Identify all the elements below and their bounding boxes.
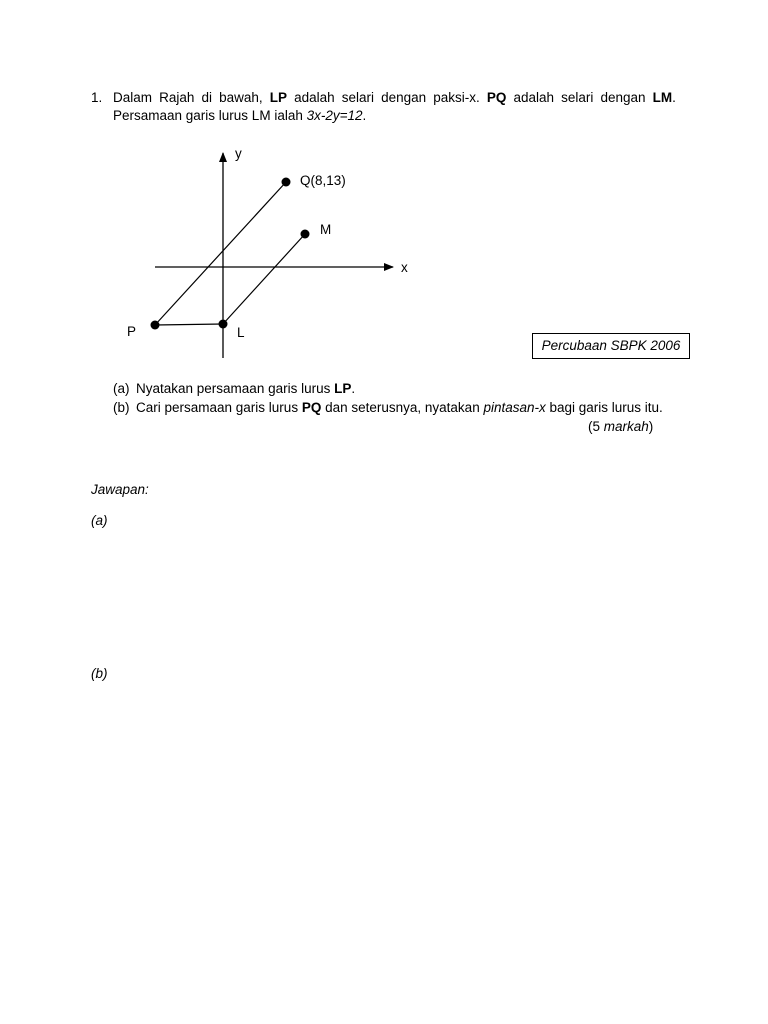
question-word: di [201,90,212,105]
y-axis-label: y [235,146,242,161]
part-a-text-before: Nyatakan persamaan garis lurus [136,381,335,396]
point-q [282,178,291,187]
question-word: Rajah [159,90,195,105]
line-pq [155,182,286,325]
part-a-bold: LP [334,381,352,396]
question-word: bawah, [219,90,263,105]
part-b-text [136,399,663,417]
label-p: P [127,324,137,339]
point-l [219,320,228,329]
x-axis-label: x [401,260,408,275]
marks-close: ) [648,419,654,434]
question-word: paksi-x. [433,90,480,105]
line-lm-bold: LM [652,90,673,105]
label-l: L [237,325,245,340]
question-number: 1. [91,90,103,105]
question-word: dengan [600,90,646,105]
question-word: adalah [513,90,555,105]
answer-heading: Jawapan: [91,482,149,497]
part-a-text [136,380,355,398]
question-period: . [672,90,676,105]
line-pl [155,324,223,325]
point-m [301,230,310,239]
line-lm [223,234,305,324]
question-line-2-end: . [362,108,367,123]
line-lp-bold: LP [269,90,287,105]
label-q: Q(8,13) [300,173,346,188]
part-a-label: (a) [113,381,130,396]
part-b-text-after: bagi garis lurus itu. [545,400,663,415]
part-b-italic: pintasan-x [483,400,546,415]
label-m: M [320,222,332,237]
line-pq-bold: PQ [486,90,507,105]
marks-open: (5 [588,419,604,434]
marks-note [588,418,653,436]
question-word: Dalam [113,90,153,105]
point-p [151,321,160,330]
question-word: selari [341,90,374,105]
question-word: adalah [294,90,335,105]
question-word: selari [561,90,594,105]
question-line-2-prefix: Persamaan garis lurus LM ialah [113,108,307,123]
answer-part-a-label: (a) [91,513,108,528]
question-word: dengan [381,90,427,105]
marks-word: markah [603,419,649,434]
answer-part-b-label: (b) [91,666,108,681]
part-b-text-before: Cari persamaan garis lurus [136,400,302,415]
part-a-text-after: . [351,381,356,396]
part-b-bold: PQ [301,400,322,415]
lm-equation: 3x-2y=12 [306,108,363,123]
part-b-text-middle: dan seterusnya, nyatakan [321,400,484,415]
part-b-label: (b) [113,400,130,415]
source-note-box: Percubaan SBPK 2006 [532,333,690,359]
